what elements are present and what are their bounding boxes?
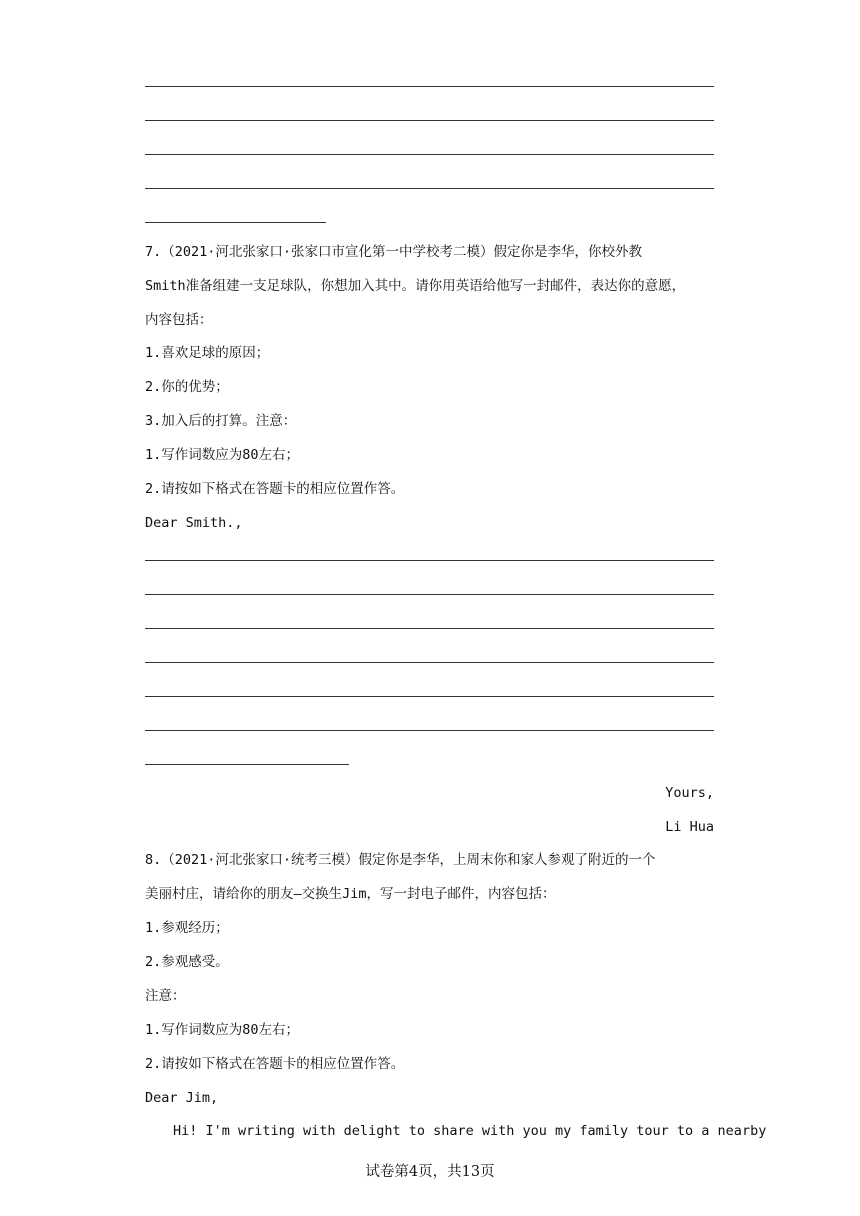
answer-line: [145, 120, 714, 121]
q8-item-1: 1.参观经历；: [145, 920, 229, 936]
answer-line: [145, 154, 714, 155]
answer-line: [145, 560, 714, 561]
q7-item-3: 3.加入后的打算。注意：: [145, 413, 297, 429]
answer-line: [145, 662, 714, 663]
q7-signature: Li Hua: [665, 819, 714, 835]
q8-note-2: 2.请按如下格式在答题卡的相应位置作答。: [145, 1056, 405, 1072]
q8-notes-label: 注意：: [145, 988, 186, 1004]
q7-prompt-line1: 7.（2021·河北张家口·张家口市宣化第一中学校考二模）假定你是李华，你校外教: [145, 244, 643, 260]
answer-line: [145, 764, 349, 765]
answer-line: [145, 696, 714, 697]
q7-note-1: 1.写作词数应为80左右；: [145, 447, 300, 463]
answer-line: [145, 86, 714, 87]
q8-note-1: 1.写作词数应为80左右；: [145, 1022, 300, 1038]
q7-prompt-line3: 内容包括：: [145, 312, 213, 328]
answer-line: [145, 188, 714, 189]
q7-closing: Yours,: [665, 785, 714, 801]
q8-letter-opening: Hi! I'm writing with delight to share with you my family tour to a nearby: [173, 1123, 767, 1139]
answer-line: [145, 730, 714, 731]
q7-salutation: Dear Smith.,: [145, 515, 243, 531]
q7-item-1: 1.喜欢足球的原因；: [145, 345, 270, 361]
q8-prompt-line1: 8.（2021·河北张家口·统考三模）假定你是李华，上周末你和家人参观了附近的一个: [145, 852, 656, 868]
answer-line: [145, 594, 714, 595]
page-footer: 试卷第4页，共13页: [365, 1164, 495, 1180]
q8-salutation: Dear Jim,: [145, 1090, 219, 1106]
q7-prompt-line2: Smith准备组建一支足球队，你想加入其中。请你用英语给他写一封邮件，表达你的意愿，: [145, 278, 686, 294]
answer-line: [145, 222, 326, 223]
q7-item-2: 2.你的优势；: [145, 379, 229, 395]
answer-line: [145, 628, 714, 629]
q7-note-2: 2.请按如下格式在答题卡的相应位置作答。: [145, 481, 405, 497]
q8-item-2: 2.参观感受。: [145, 954, 229, 970]
q8-prompt-line2: 美丽村庄，请给你的朋友—交换生Jim，写一封电子邮件，内容包括：: [145, 886, 556, 902]
